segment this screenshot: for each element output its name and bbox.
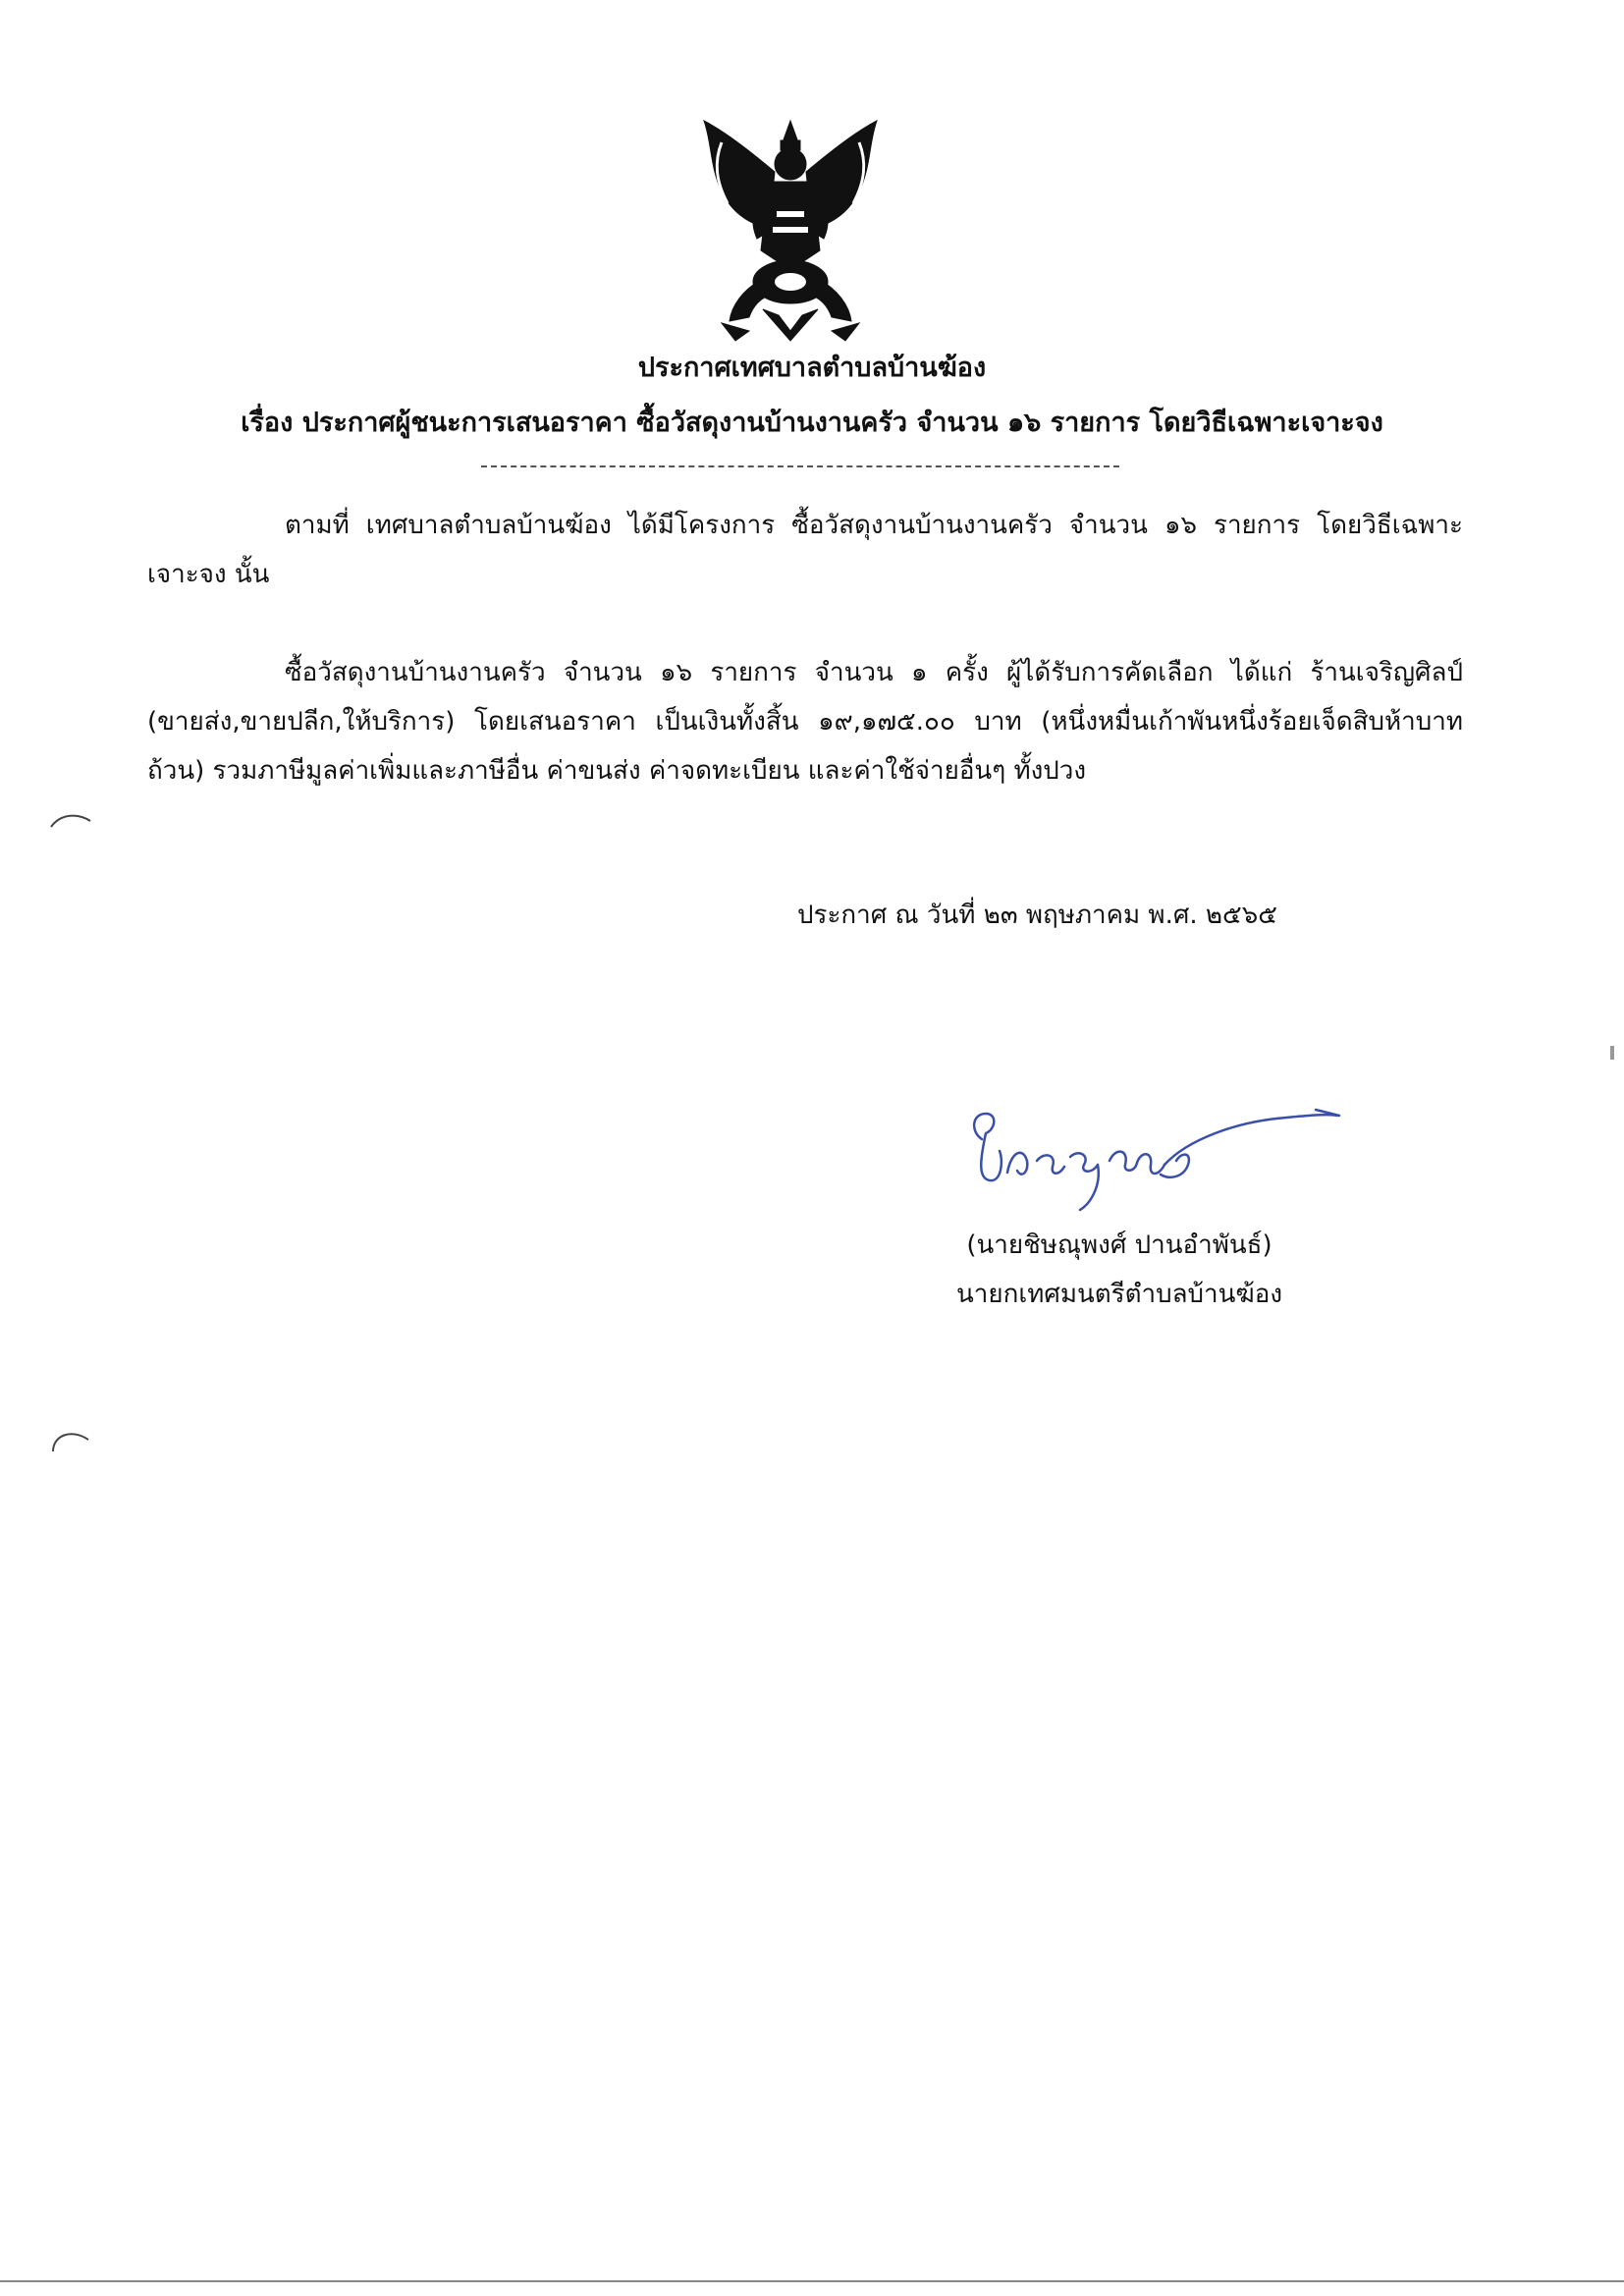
signer-position: นายกเทศมนตรีตำบลบ้านฆ้อง <box>955 1280 1283 1309</box>
garuda-emblem-icon <box>692 113 889 349</box>
announcement-subject: เรื่อง ประกาศผู้ชนะการเสนอราคา ซื้อวัสดุงานบ้านงานครัว จำนวน ๑๖ รายการ โดยวิธีเฉพาะเจาะจง <box>241 408 1383 438</box>
body-paragraph-1: ตามที่ เทศบาลตำบลบ้านฆ้อง ได้มีโครงการ ซื้อวัสดุงานบ้านงานครัว จำนวน ๑๖ รายการ โดยวิธีเฉพาะเจาะจง นั้น <box>147 511 1463 589</box>
signer-name: (นายชิษณุพงศ์ ปานอำพันธ์) <box>966 1230 1272 1260</box>
handwritten-signature <box>943 1070 1355 1218</box>
announcement-date: ประกาศ ณ วันที่ ๒๓ พฤษภาคม พ.ศ. ๒๕๖๕ <box>797 901 1277 930</box>
punch-hole-mark-icon <box>47 807 94 837</box>
scan-bottom-edge <box>0 2280 1624 2282</box>
dashed-divider <box>481 465 1119 467</box>
body-paragraph-2: ซื้อวัสดุงานบ้านงานครัว จำนวน ๑๖ รายการ จำนวน ๑ ครั้ง ผู้ได้รับการคัดเลือก ได้แก่ ร้านเจริญศิลป์ (ขายส่ง,ขายปลีก,ให้บริการ) โดยเสนอราคา เป็นเงินทั้งสิ้น ๑๙,๑๗๕.๐๐ บาท (หนึ่งหมื่นเก้าพันหนึ่งร้อยเจ็ดสิบห้าบาทถ้วน) รวมภาษีมูลค่าเพิ่มและภาษีอื่น ค่าขนส่ง ค่าจดทะเบียน และค่าใช้จ่ายอื่นๆ ทั้งปวง <box>147 658 1463 786</box>
announcement-heading: ประกาศเทศบาลตำบลบ้านฆ้อง <box>637 353 987 383</box>
punch-hole-mark-icon <box>47 1424 94 1453</box>
scan-edge-mark <box>1610 1046 1614 1060</box>
